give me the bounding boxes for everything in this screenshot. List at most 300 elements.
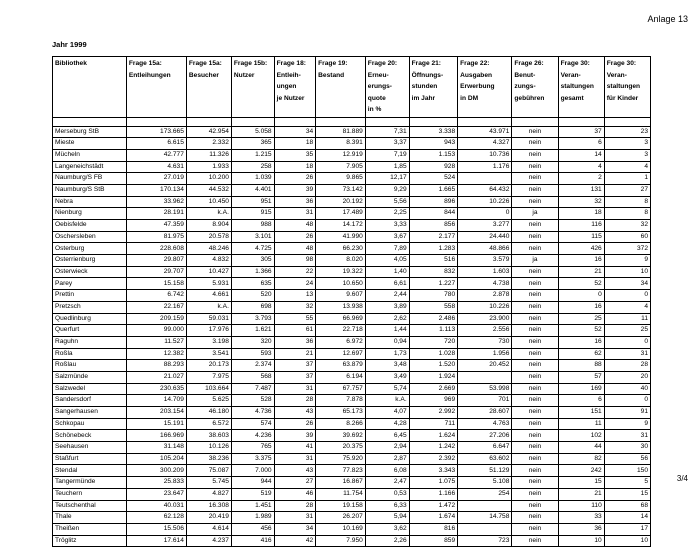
- value-cell: 8.904: [186, 220, 231, 232]
- value-cell: 170.134: [126, 184, 186, 196]
- value-cell: 4.237: [186, 535, 231, 547]
- value-cell: 2.669: [409, 383, 457, 395]
- value-cell: 988: [231, 220, 274, 232]
- value-cell: 7.975: [186, 371, 231, 383]
- value-cell: 15.506: [126, 523, 186, 535]
- value-cell: 23.647: [126, 488, 186, 500]
- spacer-row: [53, 117, 651, 126]
- empty-cell: [231, 117, 274, 126]
- value-cell: 24: [274, 278, 316, 290]
- value-cell: 0: [604, 290, 650, 302]
- value-cell: 3: [604, 149, 650, 161]
- value-cell: 6.615: [126, 138, 186, 150]
- value-cell: 25: [558, 313, 604, 325]
- page-number: 3/4: [676, 474, 688, 483]
- value-cell: 81.889: [316, 126, 366, 138]
- library-name-cell: Salzmünde: [53, 371, 127, 383]
- table-row: [53, 208, 651, 220]
- value-cell: 67.757: [316, 383, 366, 395]
- table-row: [53, 442, 651, 454]
- value-cell: 29.807: [126, 255, 186, 267]
- value-cell: 169: [558, 383, 604, 395]
- value-cell: 116: [558, 220, 604, 232]
- library-name-cell: Querfurt: [53, 325, 127, 337]
- value-cell: 5.931: [186, 278, 231, 290]
- value-cell: 4: [604, 301, 650, 313]
- value-cell: 21: [558, 266, 604, 278]
- value-cell: 2,26: [365, 535, 409, 547]
- table-row: [53, 336, 651, 348]
- value-cell: 3,67: [365, 231, 409, 243]
- value-cell: 59.031: [186, 313, 231, 325]
- value-cell: 519: [231, 488, 274, 500]
- value-cell: 844: [409, 208, 457, 220]
- empty-cell: [316, 117, 366, 126]
- value-cell: 10.126: [186, 442, 231, 454]
- value-cell: nein: [512, 477, 558, 489]
- table-row: [53, 465, 651, 477]
- value-cell: 25.833: [126, 477, 186, 489]
- value-cell: 40.031: [126, 500, 186, 512]
- value-cell: 859: [409, 535, 457, 547]
- library-name-cell: Tröglitz: [53, 535, 127, 547]
- value-cell: 4: [604, 161, 650, 173]
- value-cell: 1.227: [409, 278, 457, 290]
- value-cell: k.A.: [186, 301, 231, 313]
- value-cell: 10: [604, 535, 650, 547]
- value-cell: 320: [231, 336, 274, 348]
- column-header: Frage 26: Benut- zungs- gebühren: [512, 57, 558, 118]
- empty-cell: [512, 117, 558, 126]
- value-cell: 2.332: [186, 138, 231, 150]
- value-cell: 103.664: [186, 383, 231, 395]
- value-cell: 0: [604, 395, 650, 407]
- value-cell: 88: [558, 360, 604, 372]
- value-cell: 28: [274, 500, 316, 512]
- value-cell: 1.039: [231, 173, 274, 185]
- table-row: [53, 535, 651, 547]
- value-cell: k.A.: [365, 395, 409, 407]
- value-cell: 242: [558, 465, 604, 477]
- value-cell: 17.976: [186, 325, 231, 337]
- table-row: [53, 512, 651, 524]
- value-cell: 0,53: [365, 488, 409, 500]
- value-cell: 26: [274, 173, 316, 185]
- value-cell: 27: [604, 184, 650, 196]
- value-cell: nein: [512, 336, 558, 348]
- empty-cell: [126, 117, 186, 126]
- value-cell: nein: [512, 348, 558, 360]
- value-cell: 723: [458, 535, 512, 547]
- value-cell: 1.176: [458, 161, 512, 173]
- value-cell: nein: [512, 430, 558, 442]
- value-cell: nein: [512, 383, 558, 395]
- value-cell: 558: [409, 301, 457, 313]
- empty-cell: [53, 117, 127, 126]
- value-cell: 1.028: [409, 348, 457, 360]
- column-header: Frage 15a: Besucher: [186, 57, 231, 118]
- value-cell: 5,56: [365, 196, 409, 208]
- value-cell: 27.019: [126, 173, 186, 185]
- value-cell: 7,19: [365, 149, 409, 161]
- library-name-cell: Thale: [53, 512, 127, 524]
- value-cell: 73.142: [316, 184, 366, 196]
- value-cell: nein: [512, 231, 558, 243]
- value-cell: [458, 523, 512, 535]
- value-cell: 10.450: [186, 196, 231, 208]
- library-name-cell: Nebra: [53, 196, 127, 208]
- value-cell: 65.173: [316, 407, 366, 419]
- value-cell: 43: [274, 465, 316, 477]
- value-cell: 81.975: [126, 231, 186, 243]
- library-name-cell: Langeneichstädt: [53, 161, 127, 173]
- value-cell: 8.266: [316, 418, 366, 430]
- value-cell: 19.158: [316, 500, 366, 512]
- value-cell: 2: [558, 173, 604, 185]
- value-cell: 24.440: [458, 231, 512, 243]
- value-cell: 568: [231, 371, 274, 383]
- value-cell: 5: [604, 477, 650, 489]
- value-cell: 5,74: [365, 383, 409, 395]
- value-cell: 99.000: [126, 325, 186, 337]
- value-cell: 3,48: [365, 360, 409, 372]
- value-cell: 39: [274, 430, 316, 442]
- column-header: Frage 15a: Entleihungen: [126, 57, 186, 118]
- value-cell: 2.556: [458, 325, 512, 337]
- value-cell: 1.166: [409, 488, 457, 500]
- empty-cell: [409, 117, 457, 126]
- value-cell: 6: [558, 138, 604, 150]
- table-row: [53, 243, 651, 255]
- library-name-cell: Pretzsch: [53, 301, 127, 313]
- value-cell: 9,29: [365, 184, 409, 196]
- value-cell: nein: [512, 173, 558, 185]
- value-cell: 62.128: [126, 512, 186, 524]
- value-cell: 372: [604, 243, 650, 255]
- value-cell: nein: [512, 161, 558, 173]
- value-cell: 1: [604, 173, 650, 185]
- value-cell: 26: [274, 418, 316, 430]
- value-cell: 66.230: [316, 243, 366, 255]
- value-cell: 4.827: [186, 488, 231, 500]
- value-cell: 701: [458, 395, 512, 407]
- value-cell: 7.905: [316, 161, 366, 173]
- value-cell: nein: [512, 418, 558, 430]
- value-cell: 1.075: [409, 477, 457, 489]
- value-cell: 57: [558, 371, 604, 383]
- table-row: [53, 371, 651, 383]
- library-name-cell: Oebisfelde: [53, 220, 127, 232]
- value-cell: 1.153: [409, 149, 457, 161]
- value-cell: 832: [409, 266, 457, 278]
- table-row: [53, 231, 651, 243]
- value-cell: 61: [274, 325, 316, 337]
- value-cell: 35: [274, 149, 316, 161]
- value-cell: 18: [274, 138, 316, 150]
- value-cell: 4,07: [365, 407, 409, 419]
- value-cell: 7.950: [316, 535, 366, 547]
- table-row: [53, 313, 651, 325]
- library-name-cell: Teutschenthal: [53, 500, 127, 512]
- value-cell: 34: [274, 126, 316, 138]
- library-name-cell: Teuchern: [53, 488, 127, 500]
- value-cell: 18: [558, 208, 604, 220]
- value-cell: nein: [512, 488, 558, 500]
- value-cell: 21: [274, 348, 316, 360]
- value-cell: 42.777: [126, 149, 186, 161]
- year-heading: Jahr 1999: [52, 40, 87, 49]
- column-header: Frage 18: Entleih- ungen je Nutzer: [274, 57, 316, 118]
- value-cell: 110: [558, 500, 604, 512]
- value-cell: 29.707: [126, 266, 186, 278]
- value-cell: 14.758: [458, 512, 512, 524]
- value-cell: 1.933: [186, 161, 231, 173]
- appendix-label: Anlage 13: [647, 14, 688, 24]
- value-cell: 6.194: [316, 371, 366, 383]
- value-cell: 20.452: [458, 360, 512, 372]
- value-cell: 22: [274, 266, 316, 278]
- value-cell: 28.607: [458, 407, 512, 419]
- value-cell: 928: [409, 161, 457, 173]
- value-cell: 520: [231, 290, 274, 302]
- value-cell: 46: [274, 488, 316, 500]
- table-row: [53, 266, 651, 278]
- value-cell: 1.520: [409, 360, 457, 372]
- value-cell: 31: [274, 453, 316, 465]
- value-cell: 1.624: [409, 430, 457, 442]
- value-cell: 38.236: [186, 453, 231, 465]
- value-cell: 11.527: [126, 336, 186, 348]
- value-cell: k.A.: [186, 208, 231, 220]
- value-cell: 20.173: [186, 360, 231, 372]
- library-name-cell: Quedlinburg: [53, 313, 127, 325]
- value-cell: 14.709: [126, 395, 186, 407]
- empty-cell: [604, 117, 650, 126]
- value-cell: 698: [231, 301, 274, 313]
- table-row: [53, 348, 651, 360]
- table-row: [53, 360, 651, 372]
- library-name-cell: Naumburg/S FB: [53, 173, 127, 185]
- value-cell: 4.763: [458, 418, 512, 430]
- value-cell: 14: [558, 149, 604, 161]
- value-cell: 944: [231, 477, 274, 489]
- empty-cell: [274, 117, 316, 126]
- value-cell: 64.432: [458, 184, 512, 196]
- value-cell: 48: [274, 243, 316, 255]
- value-cell: 3.541: [186, 348, 231, 360]
- table-row: [53, 149, 651, 161]
- value-cell: 28: [604, 360, 650, 372]
- value-cell: 16.867: [316, 477, 366, 489]
- value-cell: 1.621: [231, 325, 274, 337]
- value-cell: [458, 371, 512, 383]
- value-cell: 4.401: [231, 184, 274, 196]
- column-header: Frage 21: Öffnungs- stunden im Jahr: [409, 57, 457, 118]
- value-cell: 5,94: [365, 512, 409, 524]
- value-cell: 305: [231, 255, 274, 267]
- value-cell: 98: [274, 255, 316, 267]
- table-row: [53, 138, 651, 150]
- value-cell: 4.614: [186, 523, 231, 535]
- empty-cell: [365, 117, 409, 126]
- value-cell: 20.419: [186, 512, 231, 524]
- table-row: [53, 290, 651, 302]
- column-header: Bibliothek: [53, 57, 127, 118]
- value-cell: 524: [409, 173, 457, 185]
- library-statistics-table: [52, 56, 651, 547]
- value-cell: 635: [231, 278, 274, 290]
- value-cell: nein: [512, 266, 558, 278]
- value-cell: 28: [274, 395, 316, 407]
- value-cell: 720: [409, 336, 457, 348]
- value-cell: nein: [512, 243, 558, 255]
- value-cell: 1.989: [231, 512, 274, 524]
- value-cell: 4.832: [186, 255, 231, 267]
- value-cell: 66.969: [316, 313, 366, 325]
- value-cell: 38.603: [186, 430, 231, 442]
- value-cell: 22.718: [316, 325, 366, 337]
- value-cell: 11.754: [316, 488, 366, 500]
- value-cell: 34: [604, 278, 650, 290]
- value-cell: nein: [512, 512, 558, 524]
- value-cell: 711: [409, 418, 457, 430]
- value-cell: 3.338: [409, 126, 457, 138]
- value-cell: 765: [231, 442, 274, 454]
- value-cell: 15: [604, 488, 650, 500]
- value-cell: 77.823: [316, 465, 366, 477]
- value-cell: 2,25: [365, 208, 409, 220]
- value-cell: 37: [274, 360, 316, 372]
- value-cell: nein: [512, 442, 558, 454]
- library-name-cell: Schönebeck: [53, 430, 127, 442]
- value-cell: 42.954: [186, 126, 231, 138]
- value-cell: 4.736: [231, 407, 274, 419]
- library-name-cell: Sandersdorf: [53, 395, 127, 407]
- table-row: [53, 196, 651, 208]
- value-cell: 6.742: [126, 290, 186, 302]
- value-cell: nein: [512, 500, 558, 512]
- value-cell: 20.578: [186, 231, 231, 243]
- value-cell: 816: [409, 523, 457, 535]
- column-header: Frage 15b: Nutzer: [231, 57, 274, 118]
- value-cell: 48: [274, 220, 316, 232]
- value-cell: 25: [604, 325, 650, 337]
- value-cell: 44: [558, 442, 604, 454]
- library-name-cell: Salzwedel: [53, 383, 127, 395]
- value-cell: 12,17: [365, 173, 409, 185]
- library-name-cell: Oschersleben: [53, 231, 127, 243]
- value-cell: 228.608: [126, 243, 186, 255]
- value-cell: 915: [231, 208, 274, 220]
- column-header: Frage 30: Veran- staltungen gesamt: [558, 57, 604, 118]
- value-cell: 16: [558, 336, 604, 348]
- empty-cell: [558, 117, 604, 126]
- table-row: [53, 453, 651, 465]
- value-cell: 68: [604, 500, 650, 512]
- value-cell: 39: [274, 184, 316, 196]
- value-cell: 300.209: [126, 465, 186, 477]
- value-cell: 7.878: [316, 395, 366, 407]
- value-cell: nein: [512, 407, 558, 419]
- value-cell: 254: [458, 488, 512, 500]
- table-row: [53, 255, 651, 267]
- value-cell: 3,49: [365, 371, 409, 383]
- value-cell: 10: [558, 535, 604, 547]
- value-cell: 6.647: [458, 442, 512, 454]
- value-cell: 456: [231, 523, 274, 535]
- value-cell: 10.650: [316, 278, 366, 290]
- table-row: [53, 173, 651, 185]
- value-cell: 10.200: [186, 173, 231, 185]
- value-cell: 40: [604, 383, 650, 395]
- table-row: [53, 523, 651, 535]
- value-cell: 10.226: [458, 196, 512, 208]
- value-cell: 4.631: [126, 161, 186, 173]
- library-name-cell: Raguhn: [53, 336, 127, 348]
- value-cell: nein: [512, 465, 558, 477]
- library-name-cell: Osterburg: [53, 243, 127, 255]
- value-cell: 12.697: [316, 348, 366, 360]
- value-cell: 2.992: [409, 407, 457, 419]
- value-cell: 4,05: [365, 255, 409, 267]
- value-cell: 16.308: [186, 500, 231, 512]
- value-cell: [458, 173, 512, 185]
- value-cell: 209.159: [126, 313, 186, 325]
- value-cell: 230.635: [126, 383, 186, 395]
- value-cell: 36: [558, 523, 604, 535]
- value-cell: 14.172: [316, 220, 366, 232]
- value-cell: 3,33: [365, 220, 409, 232]
- value-cell: 3.277: [458, 220, 512, 232]
- value-cell: 2.374: [231, 360, 274, 372]
- value-cell: ja: [512, 255, 558, 267]
- value-cell: 21.027: [126, 371, 186, 383]
- value-cell: 28.191: [126, 208, 186, 220]
- library-name-cell: Prettin: [53, 290, 127, 302]
- value-cell: 48.246: [186, 243, 231, 255]
- value-cell: 151: [558, 407, 604, 419]
- value-cell: 11.326: [186, 149, 231, 161]
- value-cell: 44.532: [186, 184, 231, 196]
- empty-cell: [458, 117, 512, 126]
- value-cell: 3.579: [458, 255, 512, 267]
- column-header: Frage 20: Erneu- erungs- quote in %: [365, 57, 409, 118]
- value-cell: 51.129: [458, 465, 512, 477]
- value-cell: 5.745: [186, 477, 231, 489]
- value-cell: 4: [558, 161, 604, 173]
- value-cell: nein: [512, 196, 558, 208]
- library-name-cell: Schkopau: [53, 418, 127, 430]
- value-cell: 969: [409, 395, 457, 407]
- value-cell: 17.614: [126, 535, 186, 547]
- value-cell: nein: [512, 535, 558, 547]
- value-cell: 82: [558, 453, 604, 465]
- value-cell: 15.158: [126, 278, 186, 290]
- table-row: [53, 418, 651, 430]
- value-cell: 21: [558, 488, 604, 500]
- value-cell: 2,62: [365, 313, 409, 325]
- value-cell: nein: [512, 395, 558, 407]
- value-cell: 10.226: [458, 301, 512, 313]
- value-cell: 0,94: [365, 336, 409, 348]
- value-cell: 8.020: [316, 255, 366, 267]
- value-cell: 1,40: [365, 266, 409, 278]
- library-name-cell: Sangerhausen: [53, 407, 127, 419]
- value-cell: 203.154: [126, 407, 186, 419]
- value-cell: 2.177: [409, 231, 457, 243]
- value-cell: 18: [274, 161, 316, 173]
- value-cell: 2,47: [365, 477, 409, 489]
